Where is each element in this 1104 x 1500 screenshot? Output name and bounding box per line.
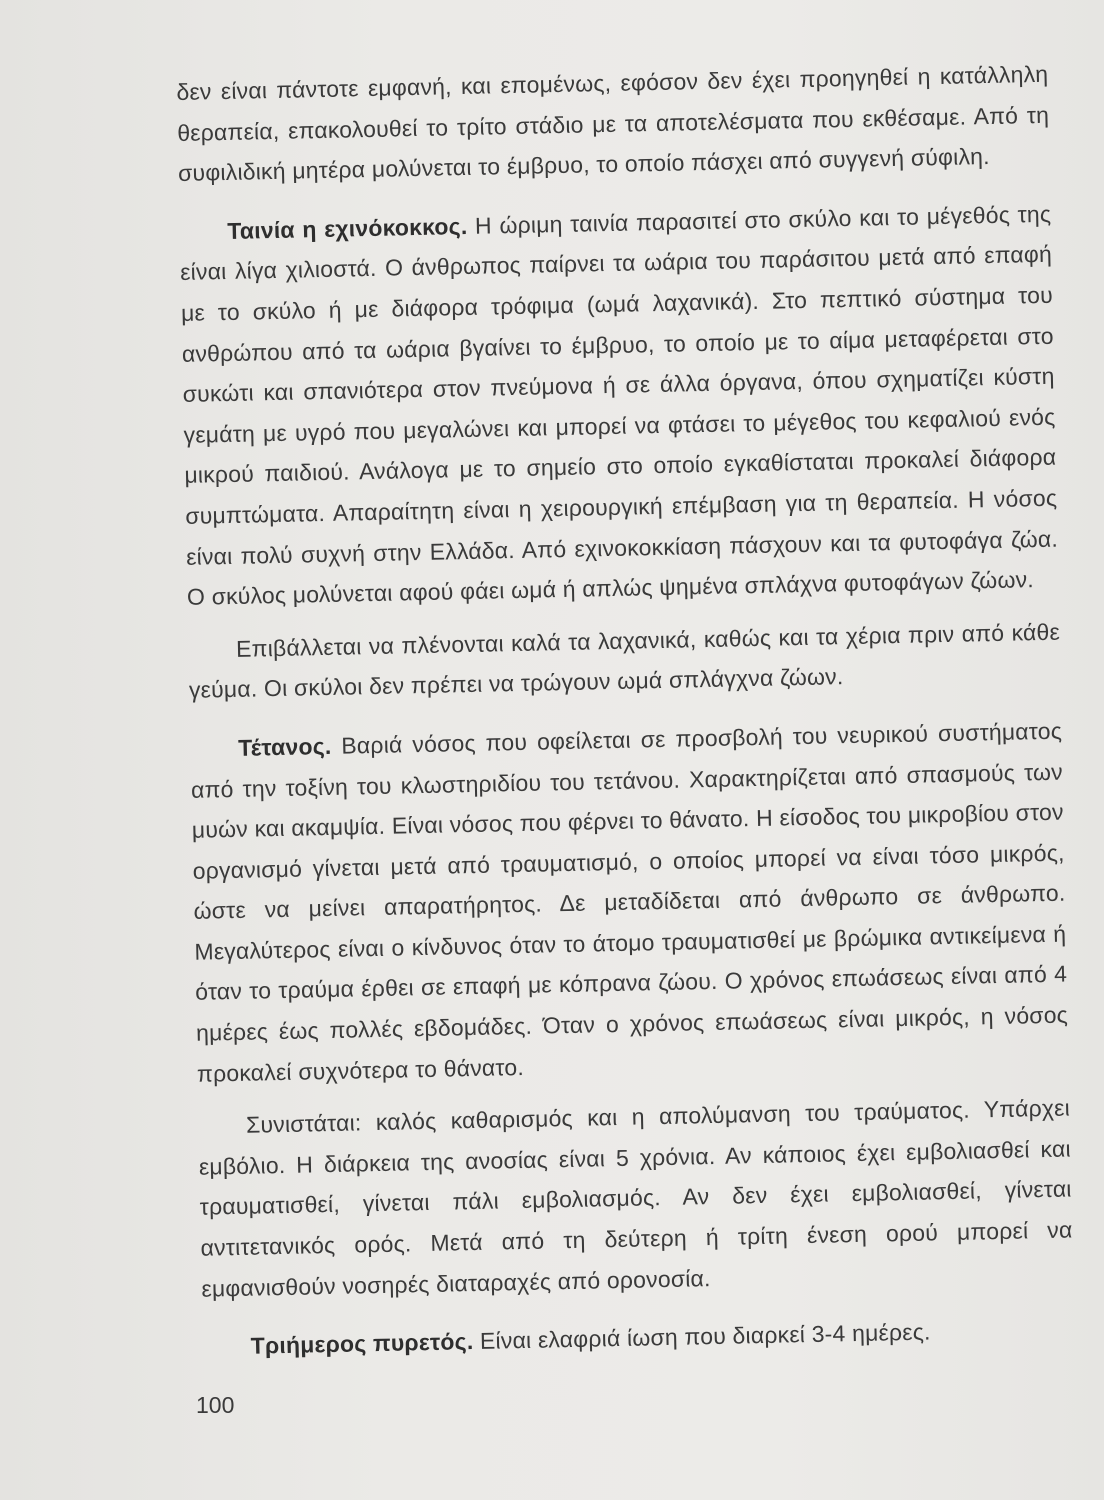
page-number: 100 (196, 1392, 235, 1418)
paragraph-text: Συνιστάται: καλός καθαρισμός και η απολύμανση του τραύματος. Υπάρχει εμβόλιο. Η διάρκεια της ανοσίας είναι 5 χρόνια. Αν κάποιος έχει εμβολιασθεί και τραυματισθεί, γίνεται πάλι εμβολιασμός. Αν δεν έχει εμβολιασθεί, γίνεται αντιτετανικός ορός. Μετά από τη δεύτερη ή τρίτη ένεση ορού μπορεί να εμφανισθούν νοσηρές διαταραχές από ορονοσία. (198, 1094, 1073, 1302)
paragraph-three-day-fever (202, 1309, 1075, 1368)
paragraph-echinococcus (179, 193, 1059, 617)
term-heading: Ταινία η εχινόκοκκος. (227, 212, 468, 244)
paragraph-text: δεν είναι πάντοτε εμφανή, και επομένως, εφόσον δεν έχει προηγηθεί η κατάλληλη θεραπεία, επακολουθεί το τρίτο στάδιο με τα αποτελέσματα που εκθέσαμε. Από τη συφιλιδική μητέρα μολύνεται το έμβρυο, το οποίο πάσχει από συγγενή σύφιλη. (176, 60, 1050, 187)
term-heading: Τριήμερος πυρετός. (250, 1328, 474, 1359)
paragraph-text: Η ώριμη ταινία παρασιτεί στο σκύλο και το μέγεθός της είναι λίγα χιλιοστά. Ο άνθρωπος παίρνει τα ωάρια του παράσιτου μετά από επαφή με το σκύλο ή με διάφορα τρόφιμα (ωμά λαχανικά). Στο πεπτικό σύστημα του ανθρώπου από τα ωάρια βγαίνει το έμβρυο, το οποίο με το αίμα μεταφέρεται στο συκώτι και σπανιότερα στον πνεύμονα ή σε άλλα όργανα, όπου σχηματίζει κύστη γεμάτη με υγρό που μεγαλώνει και μπορεί να φτάσει το μέγεθος του κεφαλιού ενός μικρού παιδιού. Ανάλογα με το σημείο στο οποίο εγκαθίσταται προκαλεί διάφορα συμπτώματα. Απαραίτητη είναι η χειρουργική επέμβαση για τη θεραπεία. Η νόσος είναι πολύ συχνή στην Ελλάδα. Από εχινοκοκκίαση πάσχουν και τα φυτοφάγα ζώα. Ο σκύλος μολύνεται αφού φάει ωμά ή απλώς ψημένα σπλάχνα φυτοφάγων ζώων. (179, 200, 1059, 611)
page-body (176, 54, 1075, 1368)
paragraph-text: Επιβάλλεται να πλένονται καλά τα λαχανικά, καθώς και τα χέρια πριν από κάθε γεύμα. Οι σκύλοι δεν πρέπει να τρώγουν ωμά σπλάγχνα ζώων. (188, 618, 1061, 704)
term-heading: Τέτανος. (237, 732, 332, 761)
paragraph-syphilis-end (176, 54, 1050, 194)
paragraph-echinococcus-prevention (188, 611, 1062, 710)
paragraph-text: Είναι ελαφριά ίωση που διαρκεί 3-4 ημέρες. (473, 1318, 931, 1355)
paragraph-tetanus (190, 711, 1069, 1095)
paragraph-tetanus-prevention (198, 1088, 1074, 1309)
paragraph-text: Βαριά νόσος που οφείλεται σε προσβολή του νευρικού συστήματος από την τοξίνη του κλωστηριδίου του τετάνου. Χαρακτηρίζεται από σπασμούς των μυών και ακαμψία. Είναι νόσος που φέρνει το θάνατο. Η είσοδος του μικροβίου στον οργανισμό γίνεται μετά από τραυματισμό, ο οποίος μπορεί να είναι τόσο μικρός, ώστε να μείνει απαρατήρητος. Δε μεταδίδεται από άνθρωπο σε άνθρωπο. Μεγαλύτερος είναι ο κίνδυνος όταν το άτομο τραυματισθεί με βρώμικα αντικείμενα ή όταν το τραύμα έρθει σε επαφή με κόπρανα ζώου. Ο χρόνος επωάσεως είναι από 4 ημέρες έως πολλές εβδομάδες. Όταν ο χρόνος επωάσεως είναι μικρός, η νόσος προκαλεί συχνότερα το θάνατο. (190, 717, 1069, 1087)
